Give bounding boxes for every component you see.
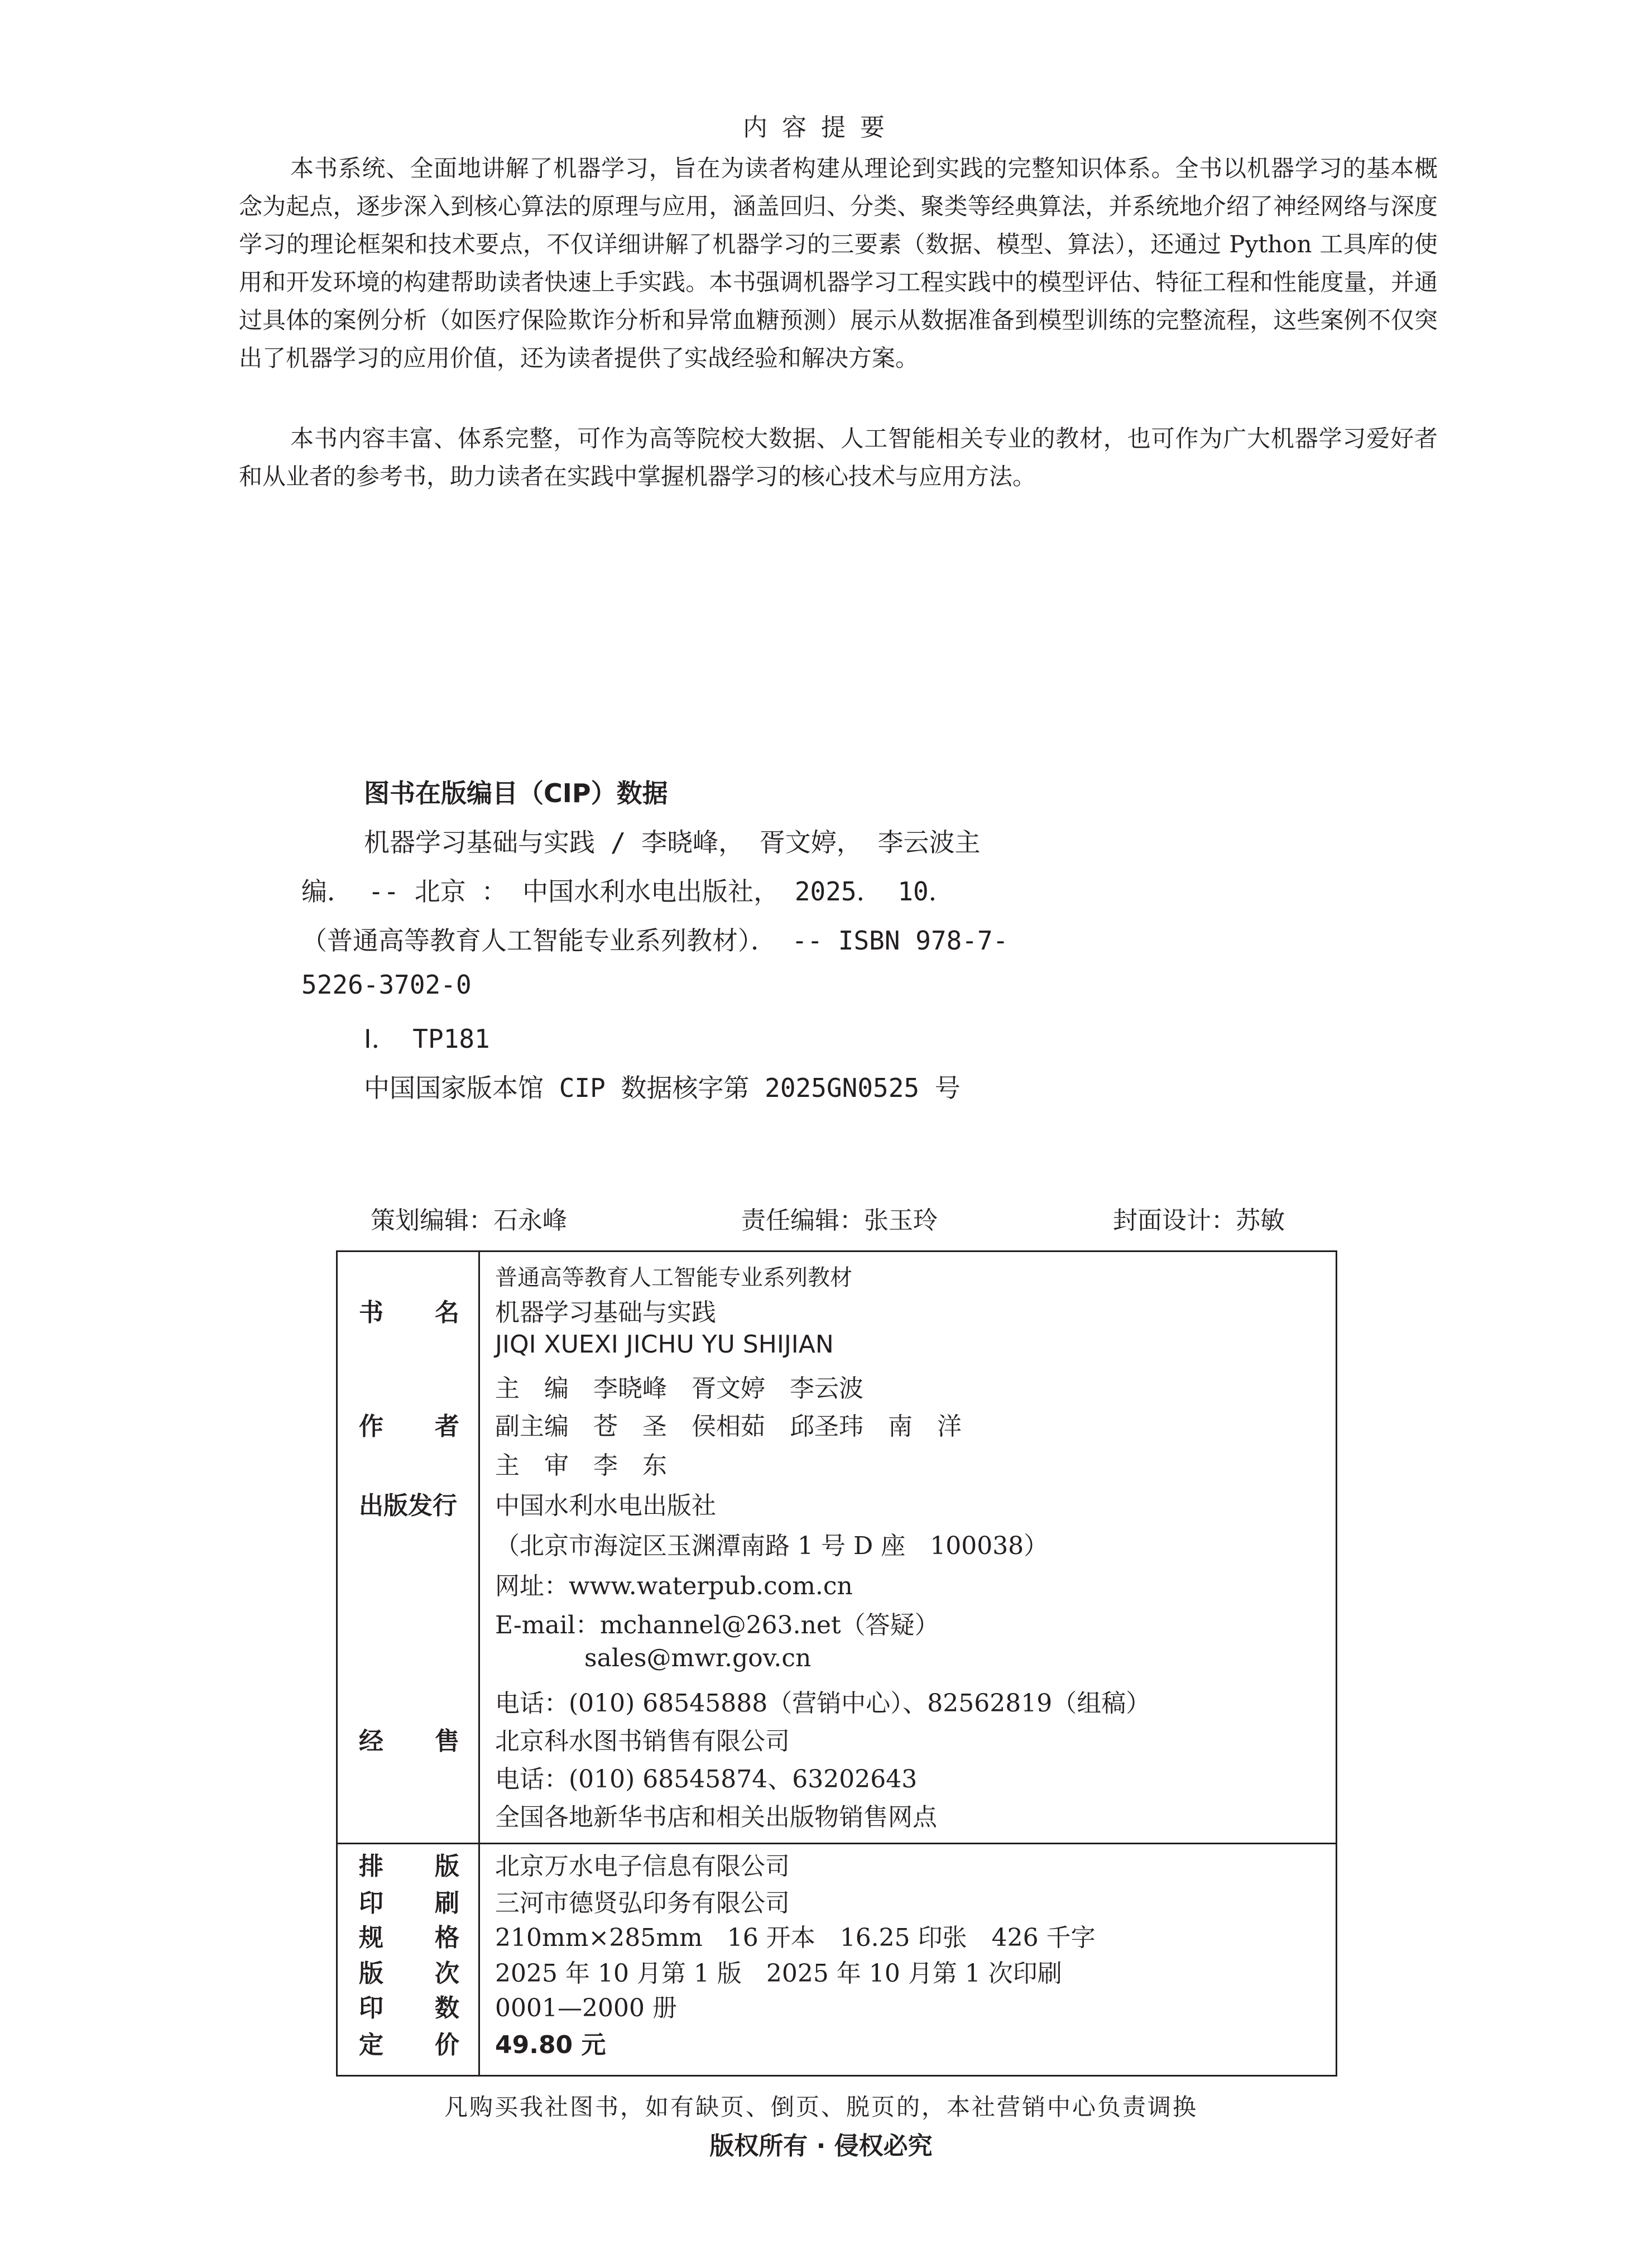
distributor-phone: 电话：(010) 68545874、63202643 bbox=[495, 1765, 918, 1794]
summary-title: 内容提要 bbox=[743, 113, 899, 142]
label-book-name: 书 名 bbox=[359, 1298, 459, 1327]
summary-paragraph-2: 本书内容丰富、体系完整，可作为高等院校大数据、人工智能相关专业的教材，也可作为广大机器学习爱好者和从业者的参考书，助力读者在实践中掌握机器学习的核心技术与应用方法。 bbox=[239, 425, 1438, 490]
label-print-run: 印 数 bbox=[359, 1994, 459, 2022]
deputy-editors: 副主编 苍 圣 侯相茹 邱圣玮 南 洋 bbox=[495, 1412, 962, 1441]
label-distributor: 经 售 bbox=[359, 1727, 459, 1756]
cover-design: 封面设计：苏敏 bbox=[1113, 1206, 1285, 1235]
distributor-name: 北京科水图书销售有限公司 bbox=[495, 1727, 790, 1756]
cip-line: 5226-3702-0 bbox=[301, 970, 472, 1000]
label-author: 作 者 bbox=[359, 1412, 459, 1441]
publisher-name: 中国水利水电出版社 bbox=[495, 1492, 716, 1520]
email-sales: sales@mwr.gov.cn bbox=[584, 1644, 812, 1672]
distributor-outlets: 全国各地新华书店和相关出版物销售网点 bbox=[495, 1803, 937, 1831]
label-edition: 版 次 bbox=[359, 1959, 459, 1988]
specs-value: 210mm×285mm 16 开本 16.25 印张 426 千字 bbox=[495, 1924, 1096, 1952]
label-publisher: 出版发行 bbox=[359, 1492, 457, 1520]
label-specs: 规 格 bbox=[359, 1924, 459, 1952]
email-support: E-mail：mchannel@263.net（答疑） bbox=[495, 1611, 939, 1639]
typesetting-value: 北京万水电子信息有限公司 bbox=[495, 1852, 790, 1881]
planning-editor: 策划编辑：石永峰 bbox=[371, 1206, 567, 1235]
book-title: 机器学习基础与实践 bbox=[495, 1298, 716, 1327]
price-value: 49.80 元 bbox=[495, 2031, 606, 2059]
editors: 主 编 李晓峰 胥文婷 李云波 bbox=[495, 1374, 863, 1403]
printing-value: 三河市德贤弘印务有限公司 bbox=[495, 1889, 790, 1917]
cip-line: 机器学习基础与实践 / 李晓峰， 胥文婷， 李云波主 bbox=[364, 827, 981, 857]
reviewer: 主 审 李 东 bbox=[495, 1451, 667, 1480]
series-name: 普通高等教育人工智能专业系列教材 bbox=[495, 1265, 852, 1291]
cip-line: Ⅰ． TP181 bbox=[364, 1024, 490, 1054]
label-price: 定 价 bbox=[359, 2031, 459, 2059]
column-divider bbox=[478, 1252, 480, 2075]
footer-note: 凡购买我社图书，如有缺页、倒页、脱页的，本社营销中心负责调换 bbox=[444, 2093, 1198, 2121]
credits-row bbox=[0, 1200, 1642, 1239]
edition-value: 2025 年 10 月第 1 版 2025 年 10 月第 1 次印刷 bbox=[495, 1959, 1062, 1988]
label-typesetting: 排 版 bbox=[359, 1852, 459, 1881]
website: 网址：www.waterpub.com.cn bbox=[495, 1572, 853, 1600]
publisher-phone: 电话：(010) 68545888（营销中心）、82562819（组稿） bbox=[495, 1689, 1151, 1718]
label-printing: 印 刷 bbox=[359, 1889, 459, 1917]
print-run-value: 0001—2000 册 bbox=[495, 1994, 677, 2022]
cip-line: 编． -- 北京 ： 中国水利水电出版社， 2025． 10． bbox=[301, 876, 954, 907]
cip-line: 中国国家版本馆 CIP 数据核字第 2025GN0525 号 bbox=[364, 1073, 961, 1103]
row-divider bbox=[338, 1843, 1336, 1844]
copyright-notice: 版权所有 · 侵权必究 bbox=[709, 2132, 933, 2160]
book-title-pinyin: JIQI XUEXI JICHU YU SHIJIAN bbox=[495, 1330, 834, 1359]
publication-info-table bbox=[336, 1250, 1337, 2077]
summary-paragraph-1: 本书系统、全面地讲解了机器学习，旨在为读者构建从理论到实践的完整知识体系。全书以机器学习的基本概念为起点，逐步深入到核心算法的原理与应用，涵盖回归、分类、聚类等经典算法，并系统地介绍了神经网络与深度学习的理论框架和技术要点，不仅详细讲解了机器学习的三要素（数据、模型、算法），还通过 Python 工具库的使用和开发环境的构建帮助读者快速上手实践。本书强调机器学习工程实践中的模型评估、特征工程和性能度量，并通过具体的案例分析（如医疗保险欺诈分析和异常血糖预测）展示从数据准备到模型训练的完整流程，这些案例不仅突出了机器学习的应用价值，还为读者提供了实战经验和解决方案。 bbox=[239, 155, 1438, 372]
cip-line: （普通高等教育人工智能专业系列教材）． -- ISBN 978-7- bbox=[301, 926, 1009, 956]
responsible-editor: 责任编辑：张玉玲 bbox=[741, 1206, 938, 1235]
cip-heading: 图书在版编目（CIP）数据 bbox=[364, 778, 668, 808]
publisher-address: （北京市海淀区玉渊潭南路 1 号 D 座 100038） bbox=[495, 1532, 1049, 1560]
